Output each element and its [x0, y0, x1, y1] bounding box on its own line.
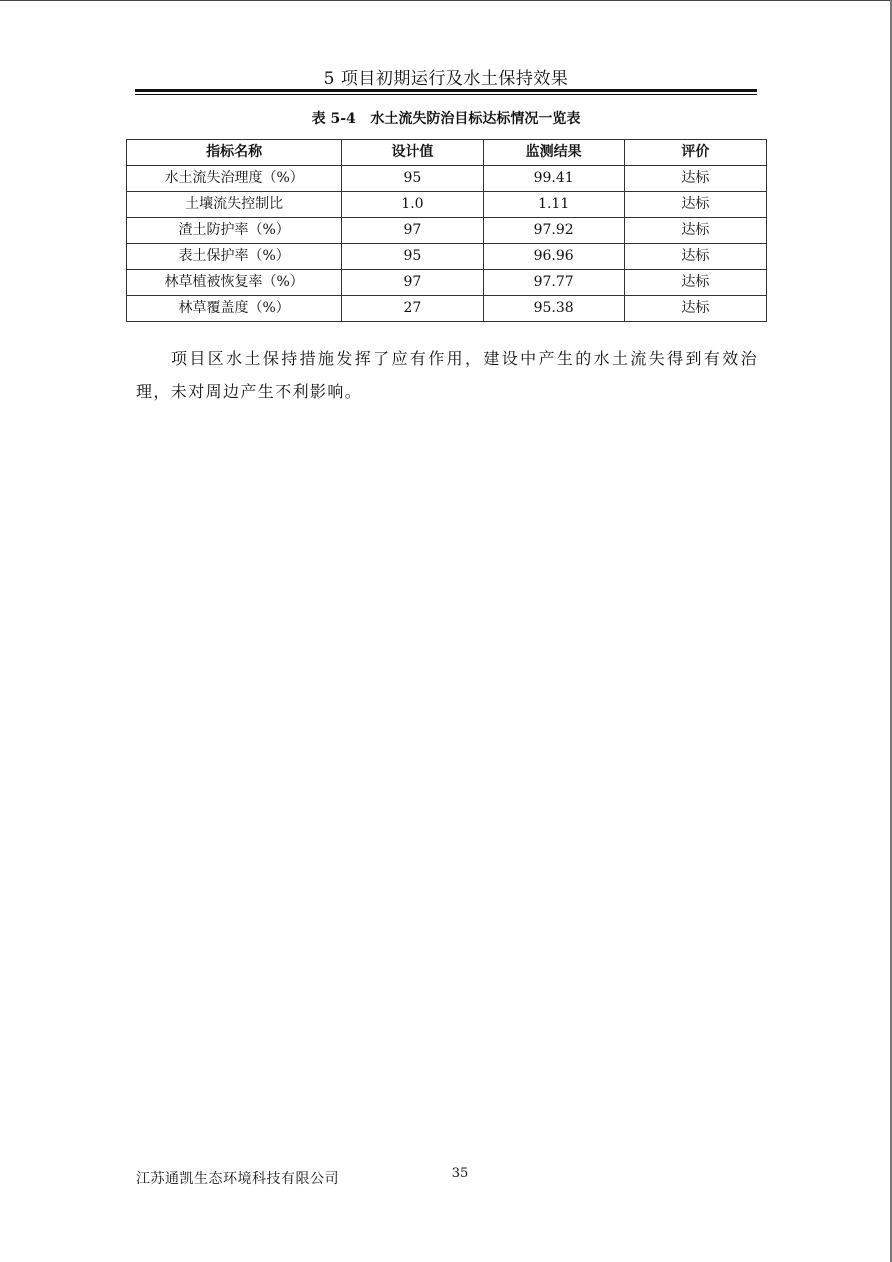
table-row [127, 244, 767, 270]
design-value-cell: 95 [342, 244, 483, 270]
table-row [127, 166, 767, 192]
indicator-name-cell: 林草植被恢复率（%） [127, 270, 342, 296]
design-value-cell: 97 [342, 270, 483, 296]
design-value-cell: 95 [342, 166, 483, 192]
evaluation-cell: 达标 [624, 218, 766, 244]
design-value-cell: 97 [342, 218, 483, 244]
column-header: 评价 [624, 140, 766, 166]
design-value-cell: 27 [342, 296, 483, 322]
footer-company-name: 江苏通凯生态环境科技有限公司 [136, 1171, 339, 1187]
table-row [127, 296, 767, 322]
evaluation-cell: 达标 [624, 244, 766, 270]
header-rule-thick [135, 89, 757, 92]
table-caption: 表 5-4 水土流失防治目标达标情况一览表 [311, 111, 581, 127]
indicator-name-cell: 林草覆盖度（%） [127, 296, 342, 322]
running-header: 5 项目初期运行及水土保持效果 [323, 69, 569, 89]
monitoring-result-cell: 97.77 [483, 270, 624, 296]
design-value-cell: 1.0 [342, 192, 483, 218]
indicator-name-cell: 渣土防护率（%） [127, 218, 342, 244]
table-header-row [127, 140, 767, 166]
target-compliance-table [126, 139, 767, 322]
indicator-name-cell: 表土保护率（%） [127, 244, 342, 270]
evaluation-cell: 达标 [624, 166, 766, 192]
body-paragraph: 项目区水土保持措施发挥了应有作用，建设中产生的水土流失得到有效治理，未对周边产生不利影响。 [136, 349, 758, 401]
evaluation-cell: 达标 [624, 296, 766, 322]
monitoring-result-cell: 95.38 [483, 296, 624, 322]
header-rule-thin [135, 94, 757, 95]
table-row [127, 218, 767, 244]
page-number: 35 [451, 1166, 469, 1181]
indicator-name-cell: 水土流失治理度（%） [127, 166, 342, 192]
column-header: 指标名称 [127, 140, 342, 166]
indicator-name-cell: 土壤流失控制比 [127, 192, 342, 218]
evaluation-cell: 达标 [624, 270, 766, 296]
page-top-border [0, 0, 892, 1]
table-row [127, 270, 767, 296]
monitoring-result-cell: 96.96 [483, 244, 624, 270]
column-header: 监测结果 [483, 140, 624, 166]
table-row [127, 192, 767, 218]
monitoring-result-cell: 99.41 [483, 166, 624, 192]
monitoring-result-cell: 97.92 [483, 218, 624, 244]
column-header: 设计值 [342, 140, 483, 166]
evaluation-cell: 达标 [624, 192, 766, 218]
monitoring-result-cell: 1.11 [483, 192, 624, 218]
